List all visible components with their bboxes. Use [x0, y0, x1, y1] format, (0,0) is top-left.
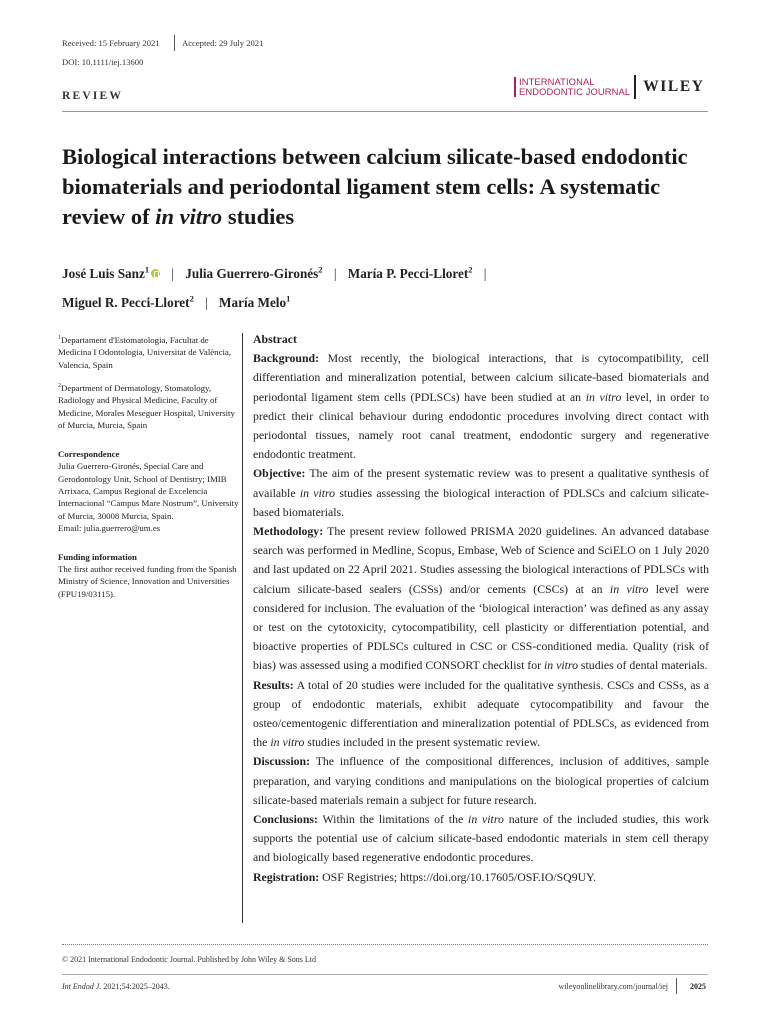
- funding-text: The first author received funding from the Spanish Ministry of Science, Innovation and Universities (FPU19/03115).: [58, 563, 237, 599]
- author-separator: |: [205, 294, 208, 310]
- page-number: 2025: [690, 982, 706, 991]
- sidebar-info: [58, 332, 240, 600]
- abstract-heading: Abstract: [253, 332, 297, 346]
- author[interactable]: María P. Pecci-Lloret$^2$: [347, 265, 473, 282]
- funding-heading: Funding information: [58, 551, 137, 562]
- abstract-background: Background: Most recently, the biological interactions, that is cytocompatibility, cell differentiation and mineralization potential, between calcium silicate-based biomaterials and periodontal ligament stem cells (PDLSCs) have been studied at an in vitro level, in order to predict their clinical behaviour during endodontic procedures involving direct contact with periodontal tissues, namely root canal treatment, endodontic surgery and regenerative endodontic treatment.: [253, 351, 709, 462]
- affiliation-1: $^1$Departament d'Estomatologia, Facultat de Medicina I Odontologia, Universitat de València, Valencia, Spain: [58, 334, 232, 370]
- footer-separator: [676, 978, 677, 994]
- journal-logo[interactable]: [514, 74, 705, 100]
- footer-dotted-rule: [62, 944, 708, 945]
- journal-url[interactable]: wileyonlinelibrary.com/journal/iej: [558, 982, 668, 991]
- author[interactable]: María Melo$^1$: [219, 293, 291, 310]
- title-text-end: studies: [222, 204, 295, 229]
- correspondence-heading: Correspondence: [58, 448, 120, 459]
- author-separator: |: [171, 266, 174, 282]
- doi[interactable]: DOI: 10.1111/iej.13600: [62, 57, 144, 67]
- abstract: [253, 330, 709, 887]
- abstract-objective: Objective: The aim of the present systematic review was to present a qualitative synthesis of available in vitro studies assessing the biological interaction of PDLSCs and calcium silicate-based biomaterials.: [253, 466, 709, 519]
- article-title: [62, 142, 702, 232]
- header-rule: [62, 111, 708, 112]
- correspondence-text: Julia Guerrero-Gironés, Special Care and Gerodontology Unit, School of Dentistry; IMIB Arrixaca, Campus Regional de Excelencia Internacional “Campus Mare Nostrum”, University of Murcia, 30008 Murcia, Spain.: [58, 461, 239, 521]
- received-date: Received: 15 February 2021: [62, 38, 160, 48]
- section-label: REVIEW: [62, 90, 124, 102]
- logo-divider: [634, 75, 636, 99]
- author[interactable]: Miguel R. Pecci-Lloret$^2$: [62, 293, 194, 310]
- title-text: Biological interactions between calcium silicate-based endodontic biomaterials and periodontal ligament stem cells: A systematic review of: [62, 144, 688, 229]
- header-separator: [174, 35, 175, 51]
- author-separator: |: [483, 266, 487, 282]
- journal-name-line2: ENDODONTIC JOURNAL: [519, 86, 631, 97]
- abstract-methodology: Methodology: The present review followed PRISMA 2020 guidelines. An advanced database search was performed in Medline, Scopus, Embase, Web of Science and SciELO on 1 July 2020 and last updated on 22 April 2021. Studies assessing the biological interactions of PDLSCs with calcium silicate-based sealers (CSSs) and/or cements (CSCs) at an in vitro level were considered for inclusion. The evaluation of the ‘biological interaction’ was defined as any assay or test on the cytotoxicity, cytocompatibility, cell plasticity or differentiation potential, and bioactive properties of PDLSCs cultured in CSC or CSS-conditioned media. Quality (risk of bias) was assessed using a modified CONSORT checklist for in vitro studies of dental materials.: [253, 524, 710, 673]
- orcid-icon[interactable]: [151, 269, 160, 278]
- author[interactable]: José Luis Sanz$^1$: [62, 265, 150, 282]
- author-separator: |: [333, 266, 337, 282]
- abstract-conclusions: Conclusions: Within the limitations of the in vitro nature of the included studies, this work supports the potential use of calcium silicate-based endodontic materials in stem cell therapy and biologically based regenerative endodontic procedures.: [253, 812, 709, 865]
- title-italic: in vitro: [155, 204, 223, 229]
- abstract-results: Results: A total of 20 studies were included for the qualitative synthesis. CSCs and CSSs, as a group of endodontic materials, exhibit adequate cytocompatibility and favour the osteo/cementogenic differentiation and mineralization potential of PDLSCs, as evidenced from the in vitro studies included in the present systematic review.: [253, 677, 709, 750]
- column-divider: [242, 333, 243, 923]
- abstract-registration: Registration: OSF Registries; https://doi.org/10.17605/OSF.IO/SQ9UY.: [253, 869, 597, 884]
- author[interactable]: Julia Guerrero-Gironés$^2$: [185, 265, 323, 282]
- accepted-date: Accepted: 29 July 2021: [182, 38, 264, 48]
- publisher-logo: WILEY: [643, 78, 705, 95]
- abstract-discussion: Discussion: The influence of the compositional differences, inclusion of additives, sample preparation, and varying conditions and manipulations on the biological properties of calcium silicate-based materials remain a subject for future research.: [253, 754, 709, 807]
- journal-name-line1: INTERNATIONAL: [519, 76, 595, 87]
- citation: Int Endod J. 2021;54:2025–2043.: [62, 982, 170, 991]
- correspondence-email[interactable]: Email: julia.guerrero@um.es: [58, 523, 161, 534]
- copyright: © 2021 International Endodontic Journal. Published by John Wiley & Sons Ltd: [62, 955, 317, 964]
- journal-name: [514, 77, 630, 97]
- affiliation-2: $^2$Department of Dermatology, Stomatology, Radiology and Physical Medicine, Faculty of Medicine, Morales Meseguer Hospital, University of Murcia, Murcia, Spain: [58, 383, 235, 431]
- author-list: [62, 258, 708, 315]
- footer-rule: [62, 974, 708, 975]
- registration-link[interactable]: OSF Registries; https://doi.org/10.17605/OSF.IO/SQ9UY.: [319, 869, 597, 884]
